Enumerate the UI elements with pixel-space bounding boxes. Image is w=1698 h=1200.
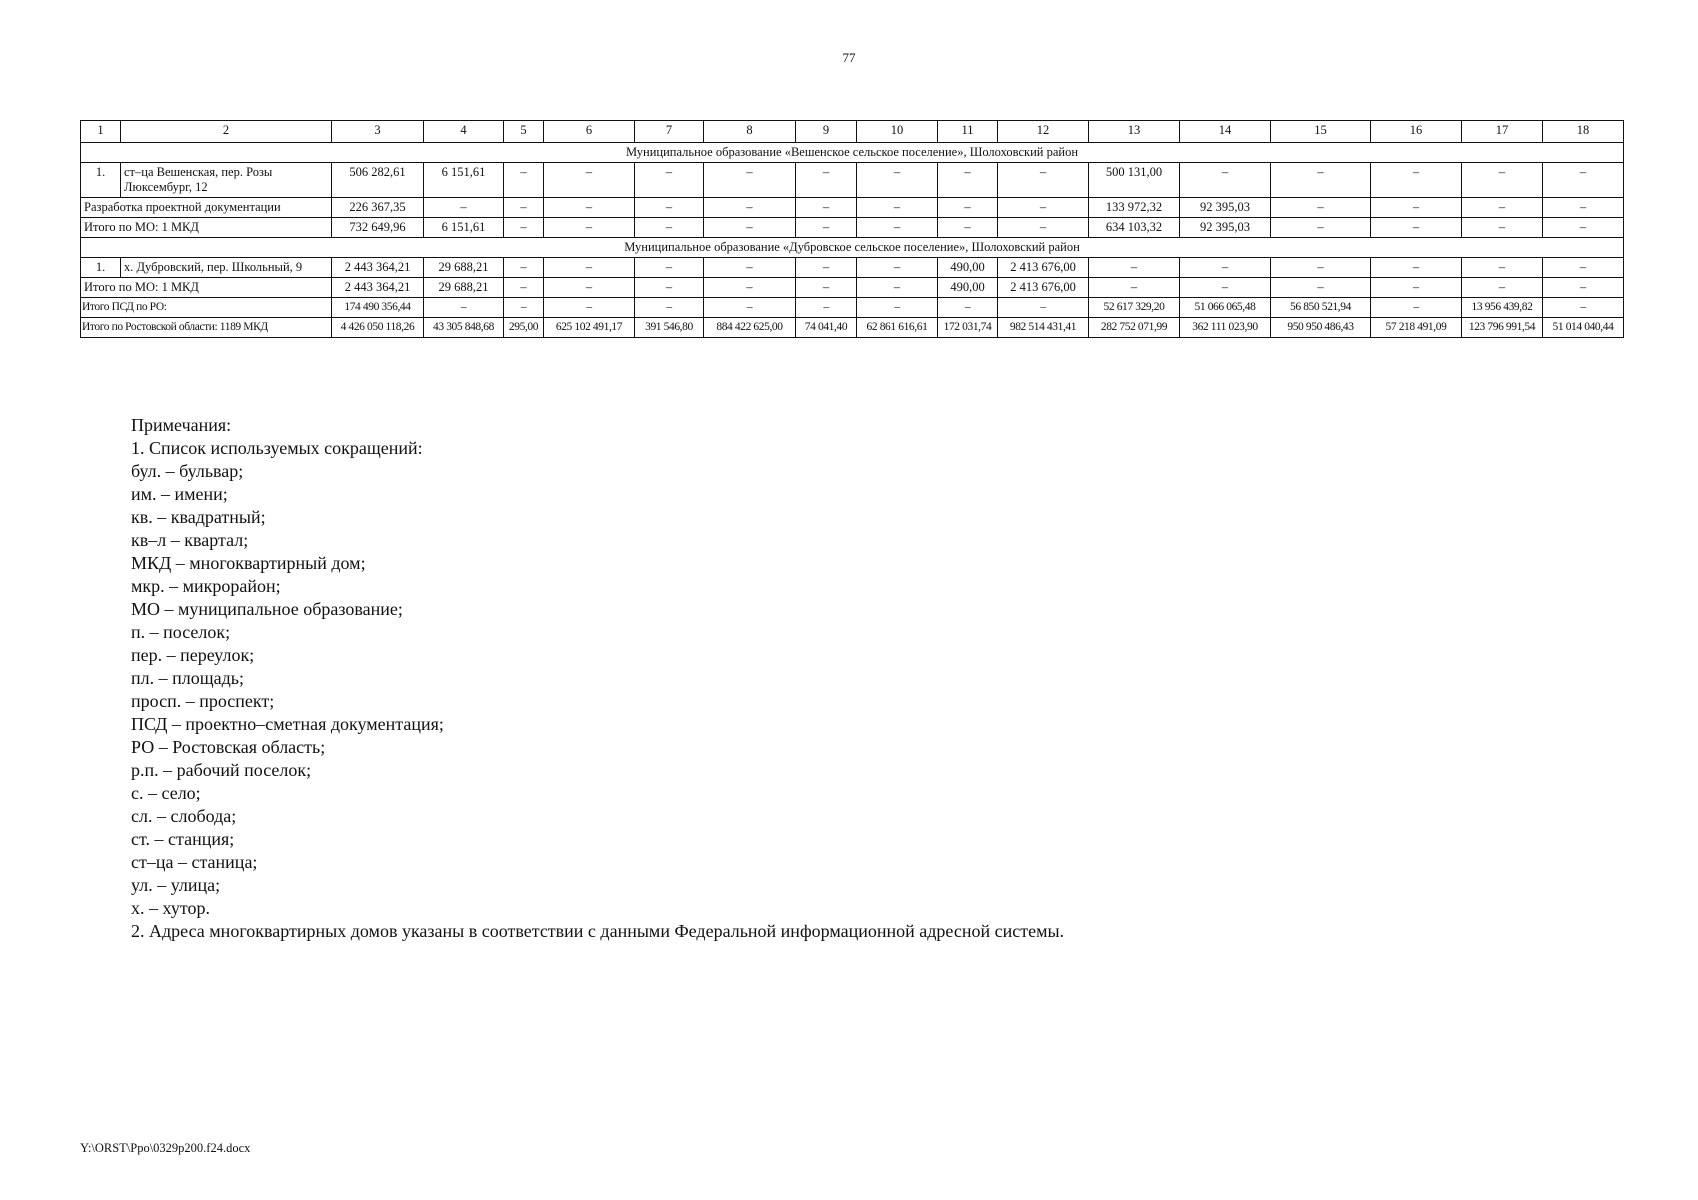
value-cell: 92 395,03 <box>1180 198 1271 218</box>
abbreviation-item: кв. – квадратный; <box>131 507 266 527</box>
abbreviation-item: сл. – слобода; <box>131 806 237 826</box>
value-cell: 634 103,32 <box>1089 218 1180 238</box>
abbreviation-item: пл. – площадь; <box>131 668 244 688</box>
value-cell: – <box>1371 218 1462 238</box>
column-header: 3 <box>332 121 424 143</box>
value-cell: 62 861 616,61 <box>857 318 938 338</box>
value-cell: 500 131,00 <box>1089 163 1180 198</box>
value-cell: 950 950 486,43 <box>1271 318 1371 338</box>
column-header: 17 <box>1462 121 1543 143</box>
value-cell: 29 688,21 <box>424 258 504 278</box>
value-cell: – <box>938 298 998 318</box>
abbreviation-item: кв–л – квартал; <box>131 530 249 550</box>
value-cell: – <box>1271 163 1371 198</box>
value-cell: 56 850 521,94 <box>1271 298 1371 318</box>
value-cell: – <box>635 163 704 198</box>
value-cell: 2 413 676,00 <box>998 258 1089 278</box>
abbreviation-item: МКД – многоквартирный дом; <box>131 553 366 573</box>
row-label: Итого по Ростовской области: 1189 МКД <box>81 318 332 338</box>
abbreviation-item: п. – поселок; <box>131 622 231 642</box>
value-cell: – <box>544 258 635 278</box>
value-cell: – <box>504 218 544 238</box>
abbreviation-item: ул. – улица; <box>131 875 221 895</box>
value-cell: – <box>424 198 504 218</box>
row-number: 1. <box>81 163 121 198</box>
value-cell: 982 514 431,41 <box>998 318 1089 338</box>
value-cell: – <box>544 218 635 238</box>
value-cell: 2 443 364,21 <box>332 278 424 298</box>
value-cell: – <box>1371 163 1462 198</box>
value-cell: – <box>938 163 998 198</box>
value-cell: – <box>424 298 504 318</box>
column-header: 12 <box>998 121 1089 143</box>
value-cell: 52 617 329,20 <box>1089 298 1180 318</box>
value-cell: 172 031,74 <box>938 318 998 338</box>
value-cell: 57 218 491,09 <box>1371 318 1462 338</box>
notes-item-1: 1. Список используемых сокращений: <box>131 438 423 458</box>
notes-item-2: 2. Адреса многоквартирных домов указаны в соответствии с данными Федеральной информационной адресной системы. <box>131 921 1065 941</box>
value-cell: – <box>998 298 1089 318</box>
value-cell: – <box>504 258 544 278</box>
value-cell: 2 413 676,00 <box>998 278 1089 298</box>
value-cell: – <box>704 198 796 218</box>
row-number: 1. <box>81 258 121 278</box>
value-cell: 2 443 364,21 <box>332 258 424 278</box>
value-cell: – <box>704 258 796 278</box>
column-header: 5 <box>504 121 544 143</box>
column-header: 4 <box>424 121 504 143</box>
value-cell: – <box>1462 218 1543 238</box>
value-cell: – <box>504 298 544 318</box>
table-row <box>81 163 1624 198</box>
abbreviation-item: РО – Ростовская область; <box>131 737 326 757</box>
value-cell: 174 490 356,44 <box>332 298 424 318</box>
value-cell: – <box>704 163 796 198</box>
value-cell: 92 395,03 <box>1180 218 1271 238</box>
abbreviation-item: ПСД – проектно–сметная документация; <box>131 714 444 734</box>
abbreviation-item: х. – хутор. <box>131 898 210 918</box>
abbreviation-item: ст. – станция; <box>131 829 235 849</box>
abbreviation-item: р.п. – рабочий поселок; <box>131 760 312 780</box>
value-cell: – <box>857 278 938 298</box>
value-cell: – <box>635 278 704 298</box>
value-cell: 29 688,21 <box>424 278 504 298</box>
value-cell: – <box>1271 198 1371 218</box>
column-header: 10 <box>857 121 938 143</box>
register-table <box>80 120 1624 338</box>
value-cell: – <box>1543 278 1624 298</box>
column-header: 14 <box>1180 121 1271 143</box>
value-cell: – <box>1271 258 1371 278</box>
column-header: 13 <box>1089 121 1180 143</box>
value-cell: 6 151,61 <box>424 163 504 198</box>
row-label: Итого по МО: 1 МКД <box>81 278 332 298</box>
value-cell: – <box>635 198 704 218</box>
value-cell: – <box>998 218 1089 238</box>
abbreviation-item: МО – муниципальное образование; <box>131 599 403 619</box>
value-cell: – <box>1089 258 1180 278</box>
value-cell: 732 649,96 <box>332 218 424 238</box>
value-cell: 6 151,61 <box>424 218 504 238</box>
value-cell: 51 066 065,48 <box>1180 298 1271 318</box>
value-cell: – <box>635 218 704 238</box>
section-row <box>81 238 1624 258</box>
table-row <box>81 258 1624 278</box>
value-cell: 884 422 625,00 <box>704 318 796 338</box>
summary-row <box>81 278 1624 298</box>
abbreviation-list <box>131 460 1531 920</box>
address-cell: х. Дубровский, пер. Школьный, 9 <box>121 258 332 278</box>
abbreviation-item: им. – имени; <box>131 484 228 504</box>
value-cell: – <box>504 278 544 298</box>
value-cell: – <box>544 198 635 218</box>
value-cell: – <box>1543 298 1624 318</box>
column-header: 2 <box>121 121 332 143</box>
value-cell: – <box>857 258 938 278</box>
value-cell: 506 282,61 <box>332 163 424 198</box>
header-row <box>81 121 1624 143</box>
value-cell: – <box>704 278 796 298</box>
value-cell: – <box>1271 218 1371 238</box>
value-cell: – <box>1371 278 1462 298</box>
summary-row <box>81 198 1624 218</box>
value-cell: – <box>544 278 635 298</box>
value-cell: – <box>1462 258 1543 278</box>
value-cell: – <box>704 298 796 318</box>
value-cell: 282 752 071,99 <box>1089 318 1180 338</box>
value-cell: – <box>635 258 704 278</box>
value-cell: – <box>998 198 1089 218</box>
value-cell: – <box>704 218 796 238</box>
abbreviation-item: ст–ца – станица; <box>131 852 258 872</box>
value-cell: 13 956 439,82 <box>1462 298 1543 318</box>
value-cell: – <box>1543 258 1624 278</box>
value-cell: – <box>796 298 857 318</box>
abbreviation-item: мкр. – микрорайон; <box>131 576 281 596</box>
value-cell: 123 796 991,54 <box>1462 318 1543 338</box>
value-cell: 362 111 023,90 <box>1180 318 1271 338</box>
value-cell: – <box>1462 163 1543 198</box>
value-cell: 51 014 040,44 <box>1543 318 1624 338</box>
row-label: Разработка проектной документации <box>81 198 332 218</box>
value-cell: – <box>857 198 938 218</box>
value-cell: – <box>1462 198 1543 218</box>
abbreviation-item: пер. – переулок; <box>131 645 255 665</box>
value-cell: – <box>1543 198 1624 218</box>
value-cell: 43 305 848,68 <box>424 318 504 338</box>
row-label: Итого ПСД по РО: <box>81 298 332 318</box>
file-path-footer: Y:\ORST\Ppo\0329p200.f24.docx <box>80 1141 251 1155</box>
value-cell: 226 367,35 <box>332 198 424 218</box>
value-cell: – <box>1543 218 1624 238</box>
value-cell: – <box>544 298 635 318</box>
totals-row <box>81 318 1624 338</box>
column-header: 8 <box>704 121 796 143</box>
value-cell: – <box>1371 298 1462 318</box>
column-header: 11 <box>938 121 998 143</box>
value-cell: – <box>796 218 857 238</box>
value-cell: – <box>857 163 938 198</box>
column-header: 7 <box>635 121 704 143</box>
notes-title: Примечания: <box>131 415 232 435</box>
value-cell: – <box>544 163 635 198</box>
address-cell: ст–ца Вешенская, пер. Розы Люксембург, 12 <box>121 163 332 198</box>
value-cell: – <box>998 163 1089 198</box>
column-header: 18 <box>1543 121 1624 143</box>
section-title: Муниципальное образование «Вешенское сельское поселение», Шолоховский район <box>81 143 1624 163</box>
abbreviation-item: бул. – бульвар; <box>131 461 244 481</box>
value-cell: – <box>938 218 998 238</box>
value-cell: – <box>1371 198 1462 218</box>
notes-block <box>131 414 1531 943</box>
abbreviation-item: просп. – проспект; <box>131 691 275 711</box>
value-cell: 391 546,80 <box>635 318 704 338</box>
value-cell: – <box>857 298 938 318</box>
column-header: 6 <box>544 121 635 143</box>
value-cell: – <box>796 278 857 298</box>
value-cell: 490,00 <box>938 278 998 298</box>
value-cell: – <box>796 258 857 278</box>
value-cell: – <box>1089 278 1180 298</box>
value-cell: – <box>504 163 544 198</box>
value-cell: – <box>1271 278 1371 298</box>
value-cell: – <box>857 218 938 238</box>
column-header: 15 <box>1271 121 1371 143</box>
value-cell: – <box>938 198 998 218</box>
value-cell: 490,00 <box>938 258 998 278</box>
value-cell: – <box>796 198 857 218</box>
value-cell: – <box>796 163 857 198</box>
totals-row <box>81 298 1624 318</box>
section-row <box>81 143 1624 163</box>
summary-row <box>81 218 1624 238</box>
value-cell: 295,00 <box>504 318 544 338</box>
column-header: 16 <box>1371 121 1462 143</box>
value-cell: – <box>1543 163 1624 198</box>
value-cell: – <box>1371 258 1462 278</box>
value-cell: 74 041,40 <box>796 318 857 338</box>
value-cell: – <box>1180 163 1271 198</box>
value-cell: – <box>635 298 704 318</box>
page-number: 77 <box>842 50 856 65</box>
value-cell: 4 426 050 118,26 <box>332 318 424 338</box>
value-cell: 625 102 491,17 <box>544 318 635 338</box>
row-label: Итого по МО: 1 МКД <box>81 218 332 238</box>
abbreviation-item: с. – село; <box>131 783 201 803</box>
column-header: 1 <box>81 121 121 143</box>
value-cell: – <box>1180 258 1271 278</box>
value-cell: – <box>1180 278 1271 298</box>
column-header: 9 <box>796 121 857 143</box>
value-cell: – <box>1462 278 1543 298</box>
value-cell: 133 972,32 <box>1089 198 1180 218</box>
section-title: Муниципальное образование «Дубровское сельское поселение», Шолоховский район <box>81 238 1624 258</box>
value-cell: – <box>504 198 544 218</box>
